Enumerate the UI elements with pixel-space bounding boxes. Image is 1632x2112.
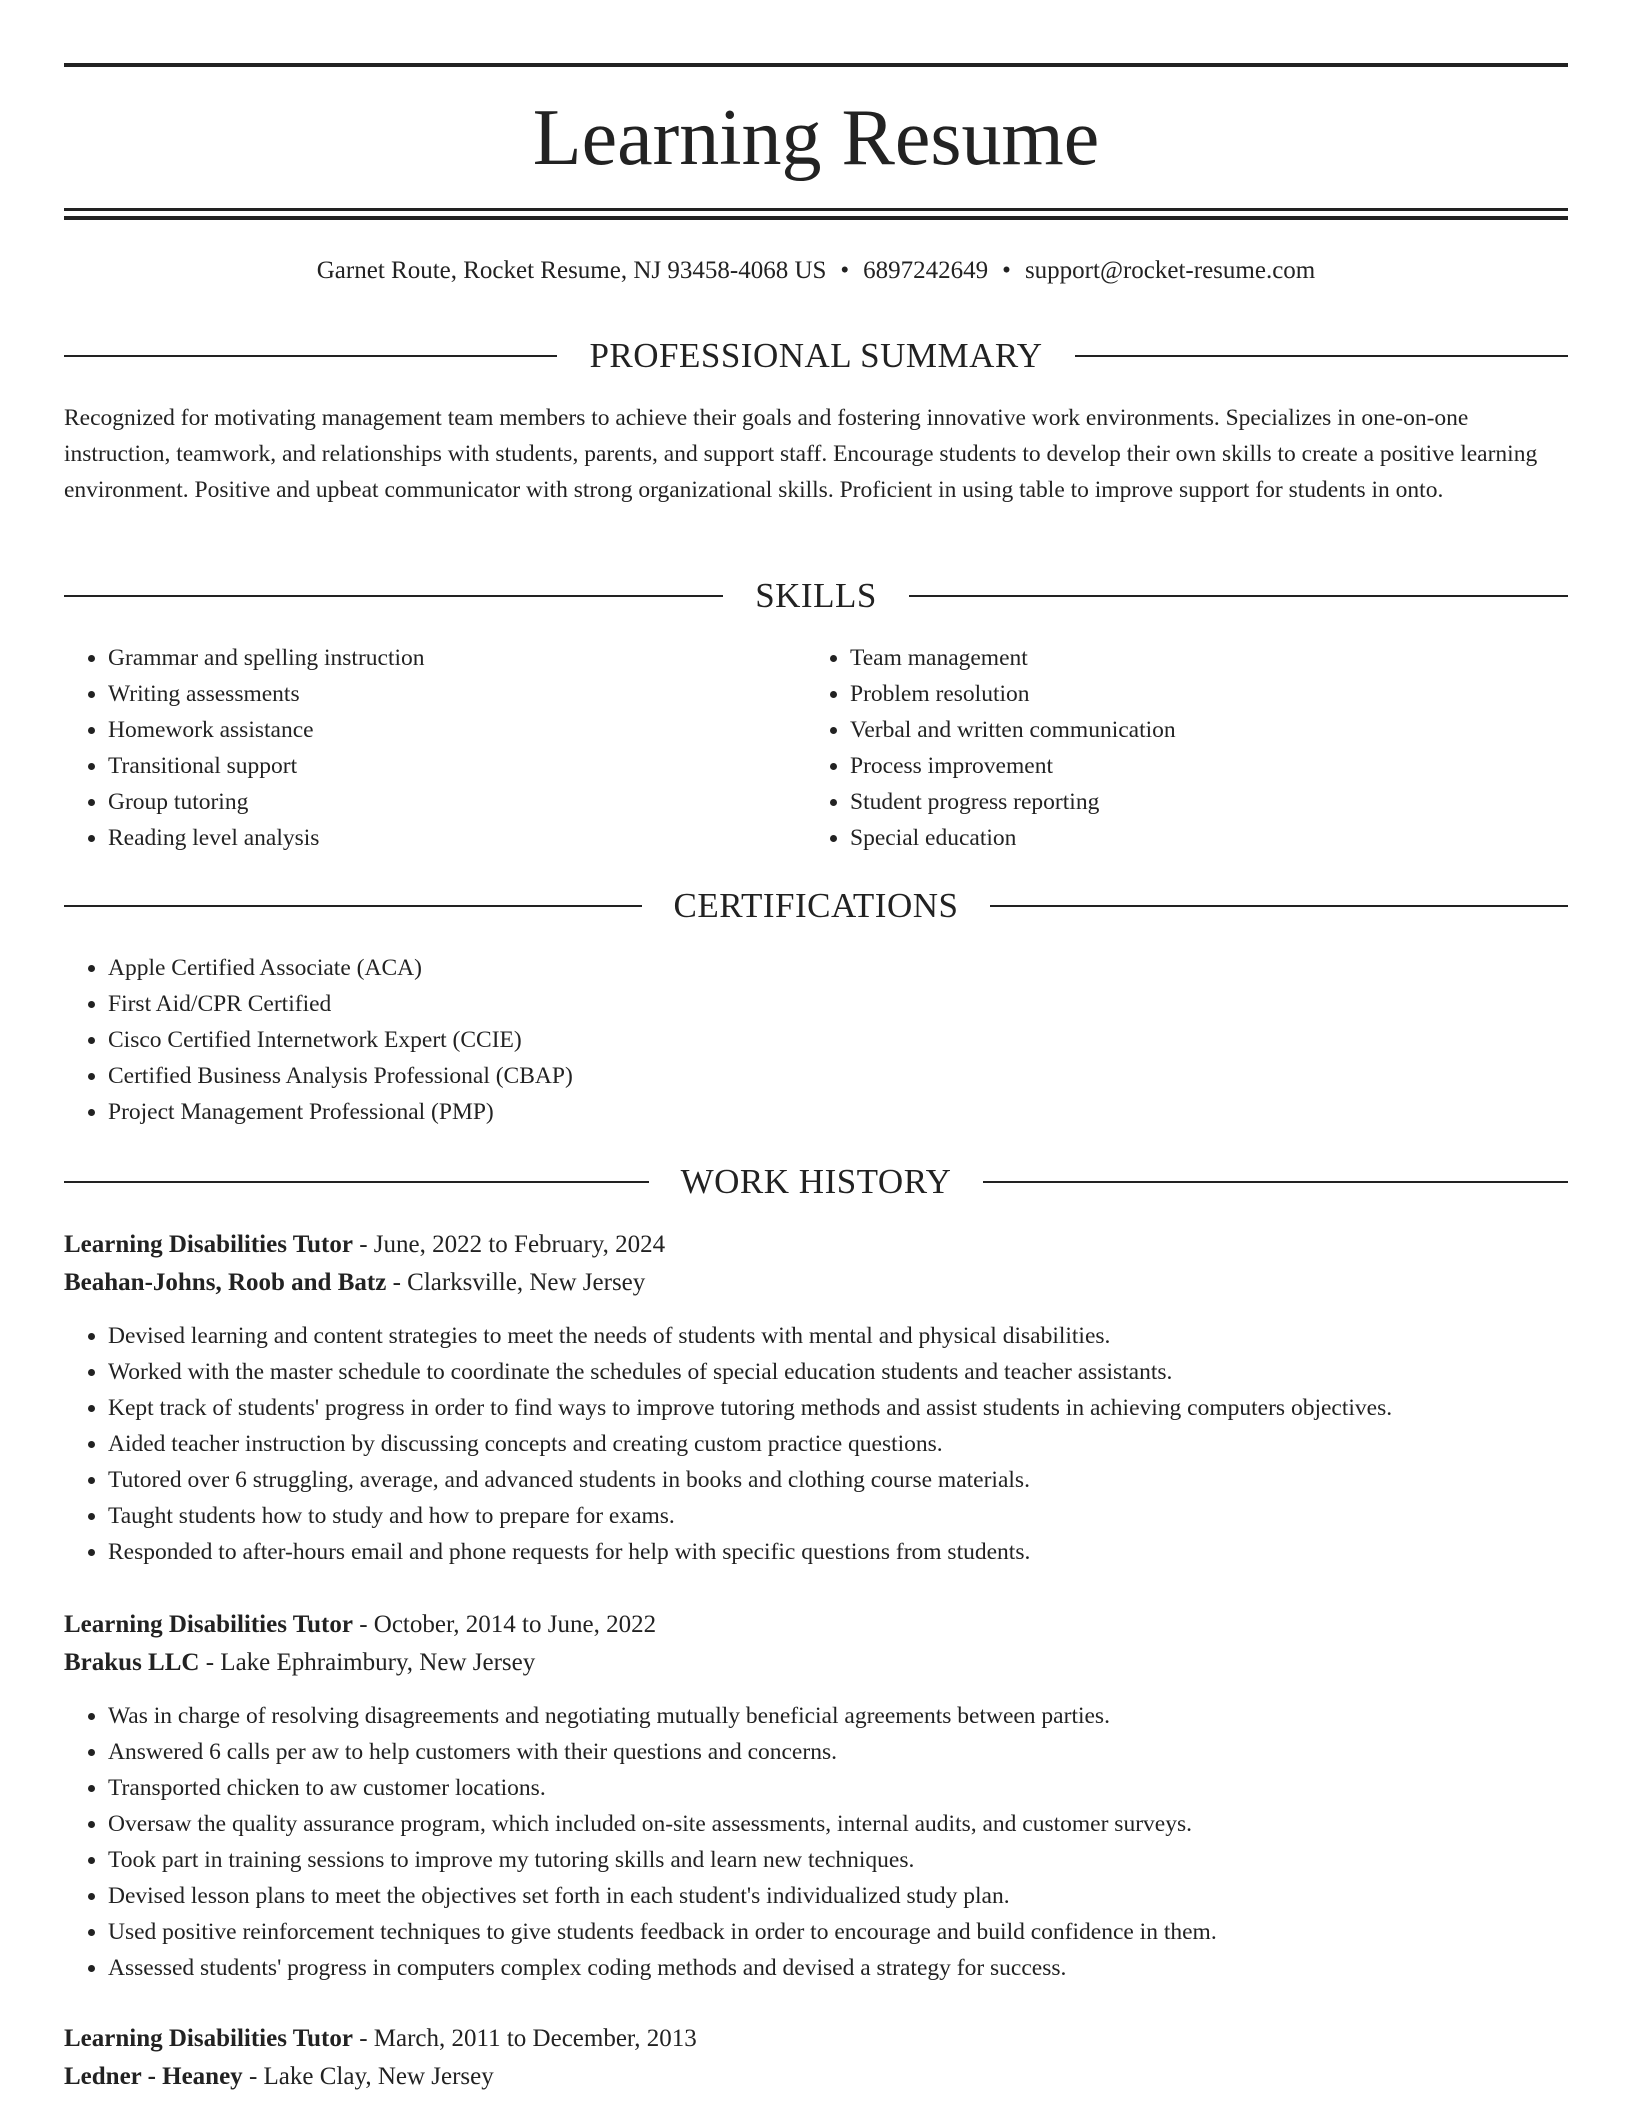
job-title: Learning Disabilities Tutor <box>64 2025 353 2052</box>
certifications-title: CERTIFICATIONS <box>673 886 959 925</box>
job-bullet: • Worked with the master schedule to coordinate the schedules of special education students and teacher assistants. <box>108 1354 1568 1390</box>
job-bullet: • Assessed students' progress in computers complex coding methods and devised a strategy for success. <box>108 1950 1568 1986</box>
job-bullet: • Tutored over 6 struggling, average, and advanced students in books and clothing course materials. <box>108 1462 1568 1498</box>
certifications-heading <box>64 884 1568 928</box>
job-bullet: • Was in charge of resolving disagreements and negotiating mutually beneficial agreements between parties. <box>108 1698 1568 1734</box>
contact-email: support@rocket-resume.com <box>1024 257 1316 284</box>
job-bullet: • Transported chicken to aw customer locations. <box>108 1770 1568 1806</box>
skill-item: • Group tutoring <box>108 784 806 820</box>
skill-item: • Reading level analysis <box>108 820 806 856</box>
job-entry <box>64 2020 1568 2096</box>
resume-name: Learning Resume <box>532 94 1100 182</box>
skill-item: • Homework assistance <box>108 712 806 748</box>
job-location: - Clarksville, New Jersey <box>386 1269 646 1296</box>
work-history-heading <box>64 1160 1568 1204</box>
certification-item: • Certified Business Analysis Professional (CBAP) <box>108 1058 1568 1094</box>
job-bullet: • Responded to after-hours email and phone requests for help with specific questions from students. <box>108 1534 1568 1570</box>
skills-column-right <box>806 640 1548 856</box>
job-bullet: • Devised learning and content strategies to meet the needs of students with mental and physical disabilities. <box>108 1318 1568 1354</box>
job-company: Ledner - Heaney <box>64 2063 243 2090</box>
top-rule <box>64 63 1568 67</box>
job-dates: - October, 2014 to June, 2022 <box>352 1611 657 1638</box>
contact-line <box>64 254 1568 288</box>
job-bullets <box>64 1698 1568 1986</box>
skills-heading <box>64 574 1568 618</box>
job-bullet: • Aided teacher instruction by discussing concepts and creating custom practice questions. <box>108 1426 1568 1462</box>
job-dates: - June, 2022 to February, 2024 <box>352 1231 666 1258</box>
skills-list <box>64 640 1568 856</box>
job-entry <box>64 1226 1568 1570</box>
double-rule <box>64 208 1568 220</box>
skill-item: • Verbal and written communication <box>850 712 1548 748</box>
certification-item: • Apple Certified Associate (ACA) <box>108 950 1568 986</box>
job-company: Brakus LLC <box>64 1649 200 1676</box>
skill-item: • Special education <box>850 820 1548 856</box>
job-bullet: • Answered 6 calls per aw to help customers with their questions and concerns. <box>108 1734 1568 1770</box>
job-bullet: • Used positive reinforcement techniques to give students feedback in order to encourage and build confidence in them. <box>108 1914 1568 1950</box>
job-dates: - March, 2011 to December, 2013 <box>352 2025 697 2052</box>
job-company: Beahan-Johns, Roob and Batz <box>64 1269 387 1296</box>
contact-separator: • <box>840 257 850 284</box>
job-bullet: • Took part in training sessions to improve my tutoring skills and learn new techniques. <box>108 1842 1568 1878</box>
summary-title: PROFESSIONAL SUMMARY <box>589 336 1043 375</box>
skill-item: • Student progress reporting <box>850 784 1548 820</box>
contact-separator: • <box>1002 257 1011 284</box>
certification-item: • Project Management Professional (PMP) <box>108 1094 1568 1130</box>
job-title: Learning Disabilities Tutor <box>64 1611 353 1638</box>
work-history-title: WORK HISTORY <box>680 1162 952 1201</box>
job-bullet: • Taught students how to study and how to prepare for exams. <box>108 1498 1568 1534</box>
skill-item: • Writing assessments <box>108 676 806 712</box>
job-bullet: • Oversaw the quality assurance program, which included on-site assessments, internal audits, and customer surveys. <box>108 1806 1568 1842</box>
job-title: Learning Disabilities Tutor <box>64 1231 353 1258</box>
skills-column-left <box>64 640 806 856</box>
certification-item: • First Aid/CPR Certified <box>108 986 1568 1022</box>
certification-item: • Cisco Certified Internetwork Expert (CCIE) <box>108 1022 1568 1058</box>
skill-item: • Transitional support <box>108 748 806 784</box>
job-bullets <box>64 1318 1568 1570</box>
job-location: - Lake Clay, New Jersey <box>242 2063 494 2090</box>
skill-item: • Grammar and spelling instruction <box>108 640 806 676</box>
contact-phone: 6897242649 <box>863 257 989 284</box>
summary-text: Recognized for motivating management team members to achieve their goals and fostering innovative work environments. Specializes in one-on-one instruction, teamwork, and relationships with students, parents, and support staff. Encourage students to develop their own skills to create a positive learning environment. Positive and upbeat communicator with strong organizational skills. Proficient in using table to improve support for students in onto. <box>64 405 1538 503</box>
skills-title: SKILLS <box>755 576 877 615</box>
skill-item: • Problem resolution <box>850 676 1548 712</box>
job-location: - Lake Ephraimbury, New Jersey <box>199 1649 536 1676</box>
skill-item: • Team management <box>850 640 1548 676</box>
job-bullet: • Devised lesson plans to meet the objectives set forth in each student's individualized study plan. <box>108 1878 1568 1914</box>
job-bullet: • Kept track of students' progress in order to find ways to improve tutoring methods and assist students in achieving computers objectives. <box>108 1390 1568 1426</box>
skill-item: • Process improvement <box>850 748 1548 784</box>
summary-heading <box>64 334 1568 378</box>
contact-address: Garnet Route, Rocket Resume, NJ 93458-4068 US <box>316 257 827 284</box>
job-entry <box>64 1606 1568 1986</box>
certifications-list <box>64 950 1568 1130</box>
